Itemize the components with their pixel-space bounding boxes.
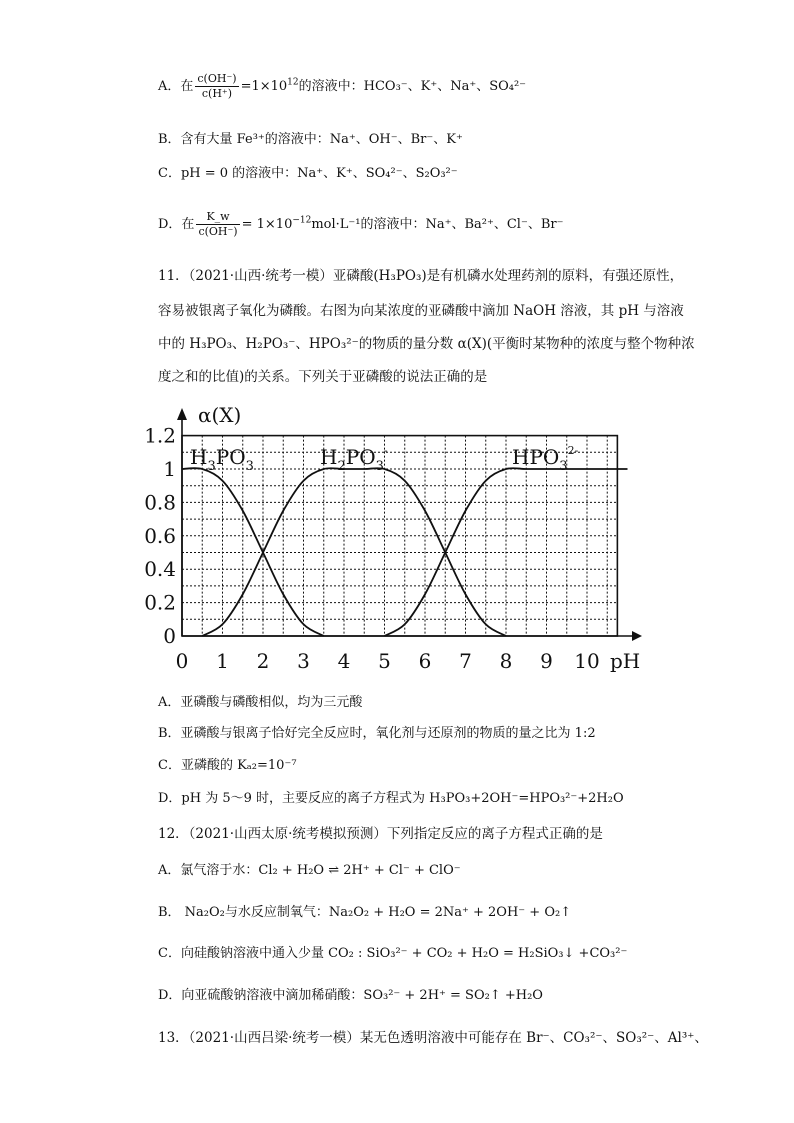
y-axis-label: α(X) [198, 403, 242, 427]
series-label-part: 3 [559, 459, 568, 474]
q12-option-c: C．向硅酸钠溶液中通入少量 CO₂ : SiO₃²⁻ + CO₂ + H₂O = H₂SiO₃↓ +CO₃²⁻ [158, 946, 628, 961]
series-label-part: - [383, 444, 388, 457]
q10-a-prefix: A．在 [158, 79, 194, 94]
series-label-part: 2- [567, 444, 579, 457]
q10-d-denominator: c(OH⁻) [198, 225, 238, 238]
x-tick-label: 9 [540, 649, 553, 673]
x-tick-label: 5 [378, 649, 391, 673]
q10-d-prefix: D．在 [158, 217, 195, 232]
q10-a-numerator: c(OH⁻) [197, 72, 237, 85]
y-tick-label: 0 [163, 624, 176, 648]
q10-option-c: C．pH = 0 的溶液中：Na⁺、K⁺、SO₄²⁻、S₂O₃²⁻ [158, 166, 458, 181]
y-tick-label: 0.8 [144, 490, 176, 515]
series-label-part: PO [215, 445, 246, 469]
q11-line-1: 11．（2021·山西·统考一模）亚磷酸(H₃PO₃)是有机磷水处理药剂的原料，有强还原性， [158, 268, 684, 284]
x-tick-label: 10 [574, 649, 600, 673]
series-label-part: 3 [375, 459, 384, 474]
chart-axes [177, 408, 642, 641]
q10-a-denominator: c(H⁺) [201, 87, 233, 100]
q10-d-eq: = 1×10 [241, 217, 293, 232]
q10-d-exp: −12 [292, 215, 312, 226]
x-tick-label: 8 [499, 649, 513, 673]
y-tick-label: 0.2 [144, 590, 176, 615]
x-tick-label: 1 [216, 649, 229, 673]
x-tick-label: 6 [418, 649, 432, 673]
q12-stem: 12．（2021·山西太原·统考模拟预测）下列指定反应的离子方程式正确的是 [158, 826, 603, 842]
q12-option-a: A．氯气溶于水：Cl₂ + H₂O ⇌ 2H⁺ + Cl⁻ + ClO⁻ [158, 863, 461, 878]
q11-option-a: A．亚磷酸与磷酸相似，均为三元酸 [158, 695, 363, 710]
y-tick-label: 1 [163, 457, 176, 481]
x-tick-label: 7 [459, 649, 472, 673]
q10-a-eq: =1×10 [240, 79, 288, 94]
y-axis-arrow [177, 408, 187, 420]
q10-d-fraction [196, 210, 239, 239]
y-tick-label: 0.4 [144, 557, 176, 582]
q12-option-b: B． Na₂O₂与水反应制氧气：Na₂O₂ + H₂O = 2Na⁺ + 2OH⁻ + O₂↑ [158, 905, 572, 920]
q12-option-d: D．向亚硫酸钠溶液中滴加稀硝酸：SO₃²⁻ + 2H⁺ = SO₂↑ +H₂O [158, 988, 543, 1003]
x-axis-arrow [632, 631, 642, 641]
q11-option-b: B．亚磷酸与银离子恰好完全反应时，氧化剂与还原剂的物质的量之比为 1:2 [158, 726, 596, 741]
q10-d-unit: mol·L⁻¹ [311, 217, 361, 232]
q10-option-d [158, 210, 563, 239]
x-tick-label: 3 [297, 649, 310, 673]
q10-option-b: B．含有大量 Fe³⁺的溶液中：Na⁺、OH⁻、Br⁻、K⁺ [158, 132, 463, 147]
q10-a-fraction [195, 72, 238, 101]
q10-option-a [158, 72, 526, 101]
q11-line-4: 度之和的比值)的关系。下列关于亚磷酸的说法正确的是 [158, 369, 488, 385]
y-tick-label: 0.6 [144, 523, 176, 548]
q10-a-exp: 12 [287, 77, 299, 88]
series-label-0 [190, 445, 254, 474]
q10-d-numerator: K_w [196, 210, 239, 225]
series-label-part: 3 [207, 459, 216, 474]
q11-line-2: 容易被银离子氧化为磷酸。右图为向某浓度的亚磷酸中滴加 NaOH 溶液，其 pH 与溶液 [158, 303, 684, 319]
y-tick-label: 1.2 [144, 423, 176, 448]
series-label-part: HPO [512, 445, 560, 469]
x-tick-label: 0 [175, 649, 189, 673]
q10-a-rest: 的溶液中：HCO₃⁻、K⁺、Na⁺、SO₄²⁻ [298, 79, 527, 94]
x-tick-label: 2 [256, 649, 270, 673]
series-label-part: 2 [337, 459, 346, 474]
x-tick-label: 4 [337, 649, 351, 673]
q11-option-d: D．pH 为 5～9 时，主要反应的离子方程式为 H₃PO₃+2OH⁻=HPO₃²⁻+2H₂O [158, 791, 624, 806]
q13-stem: 13．（2021·山西吕梁·统考一模）某无色透明溶液中可能存在 Br⁻、CO₃²⁻、SO₃²⁻、Al³⁺、 [158, 1030, 708, 1046]
series-label-part: PO [345, 445, 376, 469]
q11-option-c: C．亚磷酸的 Kₐ₂=10⁻⁷ [158, 758, 297, 773]
series-label-part: H [190, 445, 208, 469]
q10-d-rest: 的溶液中：Na⁺、Ba²⁺、Cl⁻、Br⁻ [360, 217, 564, 232]
x-axis-label: pH [610, 649, 641, 673]
alpha-ph-chart [144, 396, 650, 676]
series-label-part: H [320, 445, 338, 469]
series-label-part: 3 [245, 459, 254, 474]
q11-line-3: 中的 H₃PO₃、H₂PO₃⁻、HPO₃²⁻的物质的量分数 α(X)(平衡时某物种的浓度与整个物种浓 [158, 336, 695, 352]
